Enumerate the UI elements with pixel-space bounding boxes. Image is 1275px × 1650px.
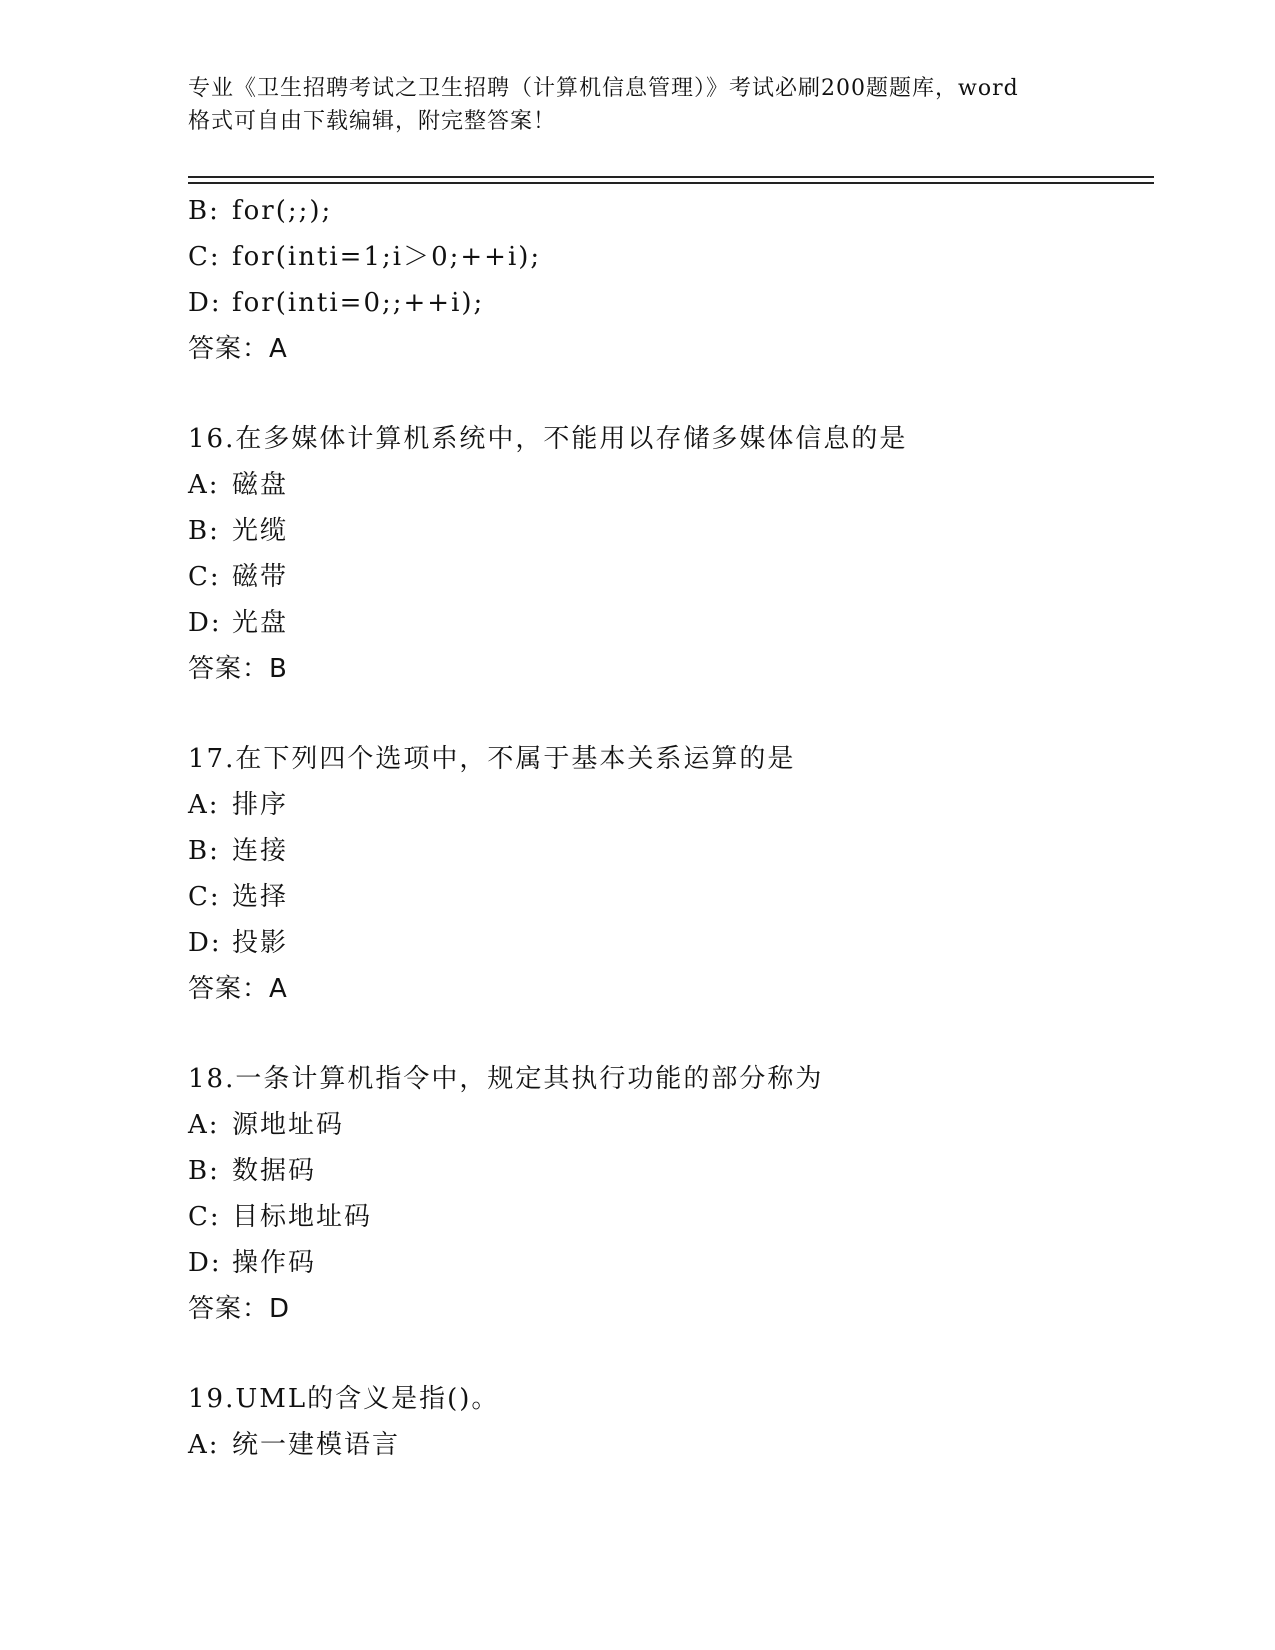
- option-a: A: 排序: [188, 790, 289, 820]
- question-block-16: [188, 416, 1148, 692]
- option-b: B: 连接: [188, 836, 289, 866]
- option-d: D: 光盘: [188, 608, 289, 638]
- option-a: A: 源地址码: [188, 1110, 345, 1140]
- option-b: B: 光缆: [188, 516, 289, 546]
- option-d: D: 操作码: [188, 1248, 317, 1278]
- question-list: [188, 188, 1148, 1468]
- option-a: A: 磁盘: [188, 470, 289, 500]
- option-a: A: 统一建模语言: [188, 1430, 401, 1460]
- header-title-line-2: 格式可自由下载编辑，附完整答案！: [188, 109, 557, 134]
- answer-label: 答案：A: [188, 334, 288, 364]
- question-block-18: [188, 1056, 1148, 1332]
- question-stem: 19.UML的含义是指()。: [188, 1384, 500, 1414]
- answer-label: 答案：D: [188, 1294, 291, 1324]
- document-header: [188, 72, 1088, 138]
- option-b: B: 数据码: [188, 1156, 317, 1186]
- option-c: C: 目标地址码: [188, 1202, 373, 1232]
- option-c: C: 选择: [188, 882, 289, 912]
- answer-label: 答案：A: [188, 974, 288, 1004]
- option-c: C: for(inti=1;i＞0;++i);: [188, 242, 542, 272]
- option-d: D: 投影: [188, 928, 289, 958]
- question-block-19: [188, 1376, 1148, 1468]
- option-b: B: for(;;);: [188, 196, 333, 226]
- question-stem: 16.在多媒体计算机系统中，不能用以存储多媒体信息的是: [188, 424, 908, 454]
- option-c: C: 磁带: [188, 562, 289, 592]
- question-stem: 17.在下列四个选项中，不属于基本关系运算的是: [188, 744, 796, 774]
- header-divider-bottom: [188, 182, 1154, 184]
- answer-label: 答案：B: [188, 654, 288, 684]
- option-d: D: for(inti=0;;++i);: [188, 288, 485, 318]
- header-title-line-1: 专业《卫生招聘考试之卫生招聘（计算机信息管理）》考试必刷200题题库，word: [188, 76, 1019, 101]
- header-divider-top: [188, 176, 1154, 178]
- question-stem: 18.一条计算机指令中，规定其执行功能的部分称为: [188, 1064, 824, 1094]
- question-block-17: [188, 736, 1148, 1012]
- question-block-15: [188, 188, 1148, 372]
